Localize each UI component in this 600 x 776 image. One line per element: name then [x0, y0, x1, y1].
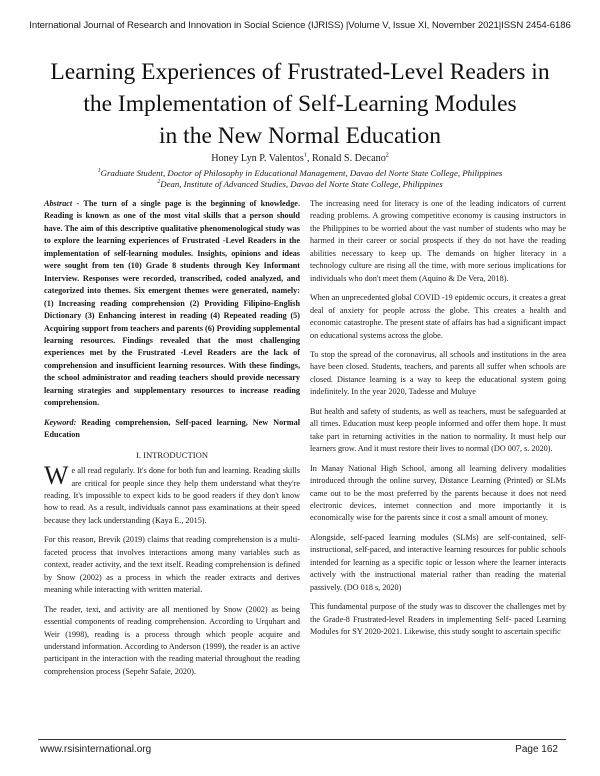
paragraph-text: e all read regularly. It's done for both fun and learning. Reading skills are critical for people since they help them understand what they're reading. It's impossible to expect kids to be good readers if they don't know how to read. As a result, individuals cannot pass examinations at their speed because they lack understanding (Kaya E., 2015). [44, 466, 300, 525]
author-affiliation-mark: 1 [303, 152, 307, 159]
left-column [44, 198, 300, 685]
affiliation-mark: 2 [157, 179, 161, 186]
abstract [44, 198, 300, 410]
affiliation [0, 179, 600, 189]
title-line: Learning Experiences of Frustrated-Level Readers in [50, 59, 550, 85]
affiliation-text: Dean, Institute of Advanced Studies, Davao del Norte State College, Philippines [160, 179, 443, 189]
affiliation [0, 168, 600, 178]
affiliation-mark: 1 [97, 168, 101, 175]
body-paragraph: In Manay National High School, among all learning delivery modalities introduced through the online survey, Distance Learning (Printed) or SLMs came out to be the most preferred by the parents because it does not need electronic devices, internet connection and more importantly it is economically wise for the parents since it cost a small amount of money. [310, 463, 566, 523]
body-paragraph: But health and safety of students, as well as teachers, must be safeguarded at all times. Education must keep people informed and offer them hope. It must take part in returning activities in the nation to normality. It must help our learners grow. And it must restore their lives to normal (DO 007, s. 2020). [310, 406, 566, 454]
author-list [0, 153, 600, 164]
body-paragraph: To stop the spread of the coronavirus, all schools and institutions in the area have been closed. Students, teachers, and parents all suffer when schools are closed. Distance learning is a way to keep the educational system going indefinitely. In the year 2020, Tadesse and Muluye [310, 349, 566, 397]
author-separator: , [306, 153, 312, 164]
body-paragraph: For this reason, Brevik (2019) claims that reading comprehension is a multi-faceted process that involves interactions among many variables such as context, reader activity, and the text itself. Reading comprehension is defined by Snow (2002) as a process in which the reader extracts and derives meaning while interacting with written material. [44, 535, 300, 595]
author-name: Honey Lyn P. Valentos [211, 153, 304, 164]
section-heading: I. INTRODUCTION [135, 449, 209, 460]
body-paragraph: This fundamental purpose of the study was to discover the challenges met by the Grade-8 Frustrated-level Readers in implementing Self- paced Learning Modules for SY 2020-2021. Likewise, this study sought to ascertain specific [310, 602, 566, 637]
body-paragraph: The increasing need for literacy is one of the leading indicators of current reading problems. A growing competitive economy is causing instructors in the Philippines to be worried about the vast number of students who may be harmed in their career or social prospects if they do not have the reading abilities necessary to keep up. The demands on higher literacy in a technology culture are rising all the time, with more serious implications for individuals who don't meet them (Aquino & De Vera, 2018). [310, 199, 566, 283]
body-paragraph: The reader, text, and activity are all mentioned by Snow (2002) as being essential components of reading comprehension. According to Urquhart and Weir (1998), reading is a process through which people acquire and understand information. According to Anderson (1999), the reader is an active participant in the interaction with the reading material throughout the reading comprehension process (Sepehr Safaie, 2020). [44, 604, 301, 676]
body-paragraph [44, 461, 300, 527]
author-affiliation-mark: 2 [385, 152, 389, 159]
right-column [310, 198, 566, 646]
body-paragraph: When an unprecedented global COVID -19 epidemic occurs, it creates a great deal of anxiety for people across the globe. This creates a health and economic catastrophe. The present state of affairs has had a significant impact on educational systems across the globe. [310, 293, 566, 340]
footer-website: www.rsisinternational.org [40, 744, 152, 755]
drop-cap: W [44, 461, 69, 491]
keywords-text: Reading comprehension, Self-paced learning, New Normal Education [44, 417, 300, 440]
abstract-text: - The turn of a single page is the beginning of knowledge. Reading is known as one of the most vital skills that a person should have. The aim of this descriptive qualitative phenomenological study was to explore the learning experiences of Frustrated -Level Readers in the implementation of self-learning modules. Insights, opinions and ideas were sought from ten (10) Grade 8 students through Key Informant Interview. Responses were recorded, transcribed, coded analyzed, and categorized into themes. Six emergent themes were generated, namely: (1) Increasing reading comprehension (2) Providing Filipino-English Dictionary (3) Enhancing interest in reading (4) Repeated reading (5) Acquiring support from teachers and parents (6) Providing supplemental learning resources. Findings revealed that the most challenging experiences met by the Frustrated -Level Readers are the lack of comprehension and insufficient learning resources. With these findings, the school administrator and reading teachers should provide necessary learning strategies and supplementary resources to increase reading comprehension. [44, 199, 300, 408]
abstract-label: Abstract [44, 199, 73, 208]
title-line: in the New Normal Education [159, 123, 441, 149]
keywords [44, 417, 300, 442]
journal-header: International Journal of Research and Innovation in Social Science (IJRISS) |Volume V, Issue XI, November 2021|ISSN 2454-6186 [29, 20, 571, 31]
footer-divider [38, 739, 566, 740]
title-line: the Implementation of Self-Learning Modules [83, 91, 517, 117]
keywords-label: Keyword: [44, 417, 77, 427]
author-name: Ronald S. Decano [311, 153, 386, 164]
page-number: Page 162 [515, 744, 558, 755]
body-paragraph: Alongside, self-paced learning modules (SLMs) are self-contained, self- instructional, self-paced, and interactive learning resources for public schools intended for learning as a specific topic or lesson where the learner interacts actively with the instructional material rather than reading the material passively. (DO 018 s, 2020) [310, 532, 566, 592]
affiliation-text: Graduate Student, Doctor of Philosophy in Educational Management, Davao del Norte State College, Philippines [100, 168, 503, 178]
paper-title [28, 56, 572, 152]
